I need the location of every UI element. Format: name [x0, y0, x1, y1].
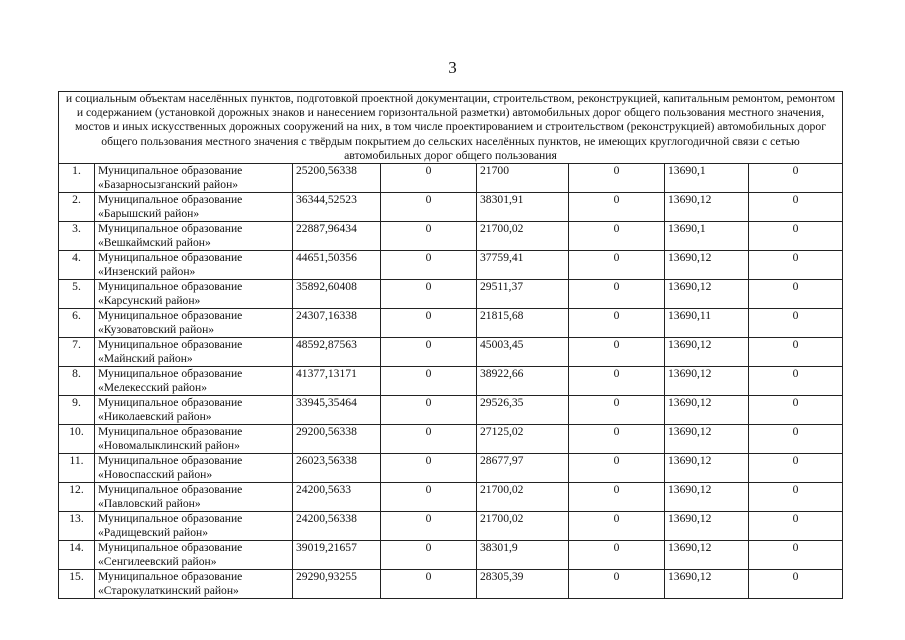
- value-cell-1: [293, 338, 381, 367]
- value-cell-3-text: 37759,41: [480, 251, 524, 265]
- value-cell-2-text: 0: [425, 512, 432, 526]
- municipality-cell-text: Муниципальное образование: [98, 512, 243, 526]
- value-cell-5: [665, 280, 749, 309]
- value-cell-4: [569, 512, 665, 541]
- municipality-cell: [95, 541, 293, 570]
- section-description: и социальным объектам населённых пунктов, подготовкой проектной документации, строительством, реконструкцией, капитальным ремонтом, ремонтом и содержанием (установкой дорожных знаков и нанесением горизонтальной разметки) автомобильных дорог общего пользования местного значения, мостов и иных искусственных дорожных сооружений на них, в том числе проектированием и строительством (реконструкцией) автомобильных дорог общего пользования местного значения с твёрдым покрытием до сельских населённых пунктов, не имеющих круглогодичной связи с сетью автомобильных дорог общего пользования: [59, 92, 843, 164]
- municipality-cell-text: Муниципальное образование: [98, 570, 243, 584]
- value-cell-6-text: 0: [792, 512, 799, 526]
- value-cell-2: [381, 541, 477, 570]
- value-cell-5-text: 13690,11: [668, 309, 712, 323]
- value-cell-3: [477, 512, 569, 541]
- value-cell-1-text: 24307,16338: [296, 309, 357, 323]
- value-cell-4-text: 0: [613, 454, 620, 468]
- municipality-cell-text: «Кузоватовский район»: [98, 322, 215, 336]
- municipality-cell-text: «Старокулаткинский район»: [98, 583, 239, 597]
- municipality-cell-text: «Сенгилеевский район»: [98, 554, 217, 568]
- value-cell-4: [569, 454, 665, 483]
- value-cell-1-text: 41377,13171: [296, 367, 357, 381]
- value-cell-6-text: 0: [792, 251, 799, 265]
- value-cell-4-text: 0: [613, 541, 620, 555]
- value-cell-3-text: 21700,02: [480, 483, 524, 497]
- value-cell-3: [477, 193, 569, 222]
- municipality-cell: [95, 338, 293, 367]
- value-cell-2-text: 0: [425, 396, 432, 410]
- row-number-cell: [59, 309, 95, 338]
- municipality-cell-text: Муниципальное образование: [98, 454, 243, 468]
- value-cell-6: [749, 280, 843, 309]
- value-cell-3-text: 28305,39: [480, 570, 524, 584]
- municipality-cell-text: «Мелекесский район»: [98, 380, 207, 394]
- intro-row: [59, 92, 843, 164]
- value-cell-4-text: 0: [613, 483, 620, 497]
- table-row: [59, 367, 843, 396]
- value-cell-6: [749, 570, 843, 599]
- value-cell-4: [569, 570, 665, 599]
- municipality-cell-text: «Барышский район»: [98, 206, 200, 220]
- row-number-cell: [59, 367, 95, 396]
- municipality-cell-text: «Инзенский район»: [98, 264, 196, 278]
- row-number-cell-text: 9.: [72, 396, 81, 410]
- value-cell-4-text: 0: [613, 193, 620, 207]
- value-cell-1: [293, 222, 381, 251]
- table-row: [59, 222, 843, 251]
- value-cell-6-text: 0: [792, 483, 799, 497]
- value-cell-5-text: 13690,12: [668, 512, 712, 526]
- value-cell-2-text: 0: [425, 280, 432, 294]
- value-cell-6-text: 0: [792, 367, 799, 381]
- value-cell-2-text: 0: [425, 309, 432, 323]
- value-cell-6: [749, 425, 843, 454]
- row-number-cell: [59, 164, 95, 193]
- table-row: [59, 483, 843, 512]
- value-cell-5: [665, 309, 749, 338]
- value-cell-1: [293, 396, 381, 425]
- value-cell-1-text: 24200,5633: [296, 483, 352, 497]
- value-cell-4: [569, 251, 665, 280]
- value-cell-4: [569, 338, 665, 367]
- municipality-cell-text: Муниципальное образование: [98, 541, 243, 555]
- value-cell-5-text: 13690,12: [668, 483, 712, 497]
- value-cell-4-text: 0: [613, 425, 620, 439]
- row-number-cell-text: 5.: [72, 280, 81, 294]
- value-cell-2: [381, 222, 477, 251]
- value-cell-6: [749, 512, 843, 541]
- value-cell-4-text: 0: [613, 251, 620, 265]
- value-cell-5: [665, 222, 749, 251]
- row-number-cell-text: 7.: [72, 338, 81, 352]
- value-cell-1: [293, 512, 381, 541]
- row-number-cell: [59, 396, 95, 425]
- row-number-cell: [59, 280, 95, 309]
- value-cell-3-text: 21815,68: [480, 309, 524, 323]
- table-row: [59, 454, 843, 483]
- value-cell-2-text: 0: [425, 454, 432, 468]
- municipality-cell: [95, 454, 293, 483]
- value-cell-4: [569, 280, 665, 309]
- value-cell-3: [477, 164, 569, 193]
- municipality-cell: [95, 367, 293, 396]
- row-number-cell: [59, 193, 95, 222]
- row-number-cell-text: 6.: [72, 309, 81, 323]
- value-cell-2-text: 0: [425, 338, 432, 352]
- value-cell-1: [293, 483, 381, 512]
- value-cell-1: [293, 454, 381, 483]
- value-cell-1-text: 25200,56338: [296, 164, 357, 178]
- value-cell-5: [665, 425, 749, 454]
- row-number-cell-text: 15.: [69, 570, 84, 584]
- table-row: [59, 164, 843, 193]
- value-cell-2: [381, 367, 477, 396]
- value-cell-1-text: 29200,56338: [296, 425, 357, 439]
- value-cell-4-text: 0: [613, 222, 620, 236]
- municipality-cell-text: «Павловский район»: [98, 496, 201, 510]
- municipality-cell: [95, 164, 293, 193]
- value-cell-5: [665, 512, 749, 541]
- value-cell-6: [749, 193, 843, 222]
- value-cell-3: [477, 309, 569, 338]
- value-cell-5-text: 13690,12: [668, 193, 712, 207]
- value-cell-6-text: 0: [792, 396, 799, 410]
- value-cell-4: [569, 309, 665, 338]
- value-cell-3: [477, 251, 569, 280]
- value-cell-5-text: 13690,12: [668, 396, 712, 410]
- municipality-cell-text: «Новоспасский район»: [98, 467, 213, 481]
- value-cell-1: [293, 251, 381, 280]
- municipality-cell: [95, 425, 293, 454]
- row-number-cell-text: 8.: [72, 367, 81, 381]
- page-number: 3: [448, 58, 457, 77]
- table-row: [59, 338, 843, 367]
- value-cell-5: [665, 454, 749, 483]
- table-row: [59, 251, 843, 280]
- value-cell-6-text: 0: [792, 570, 799, 584]
- value-cell-2: [381, 396, 477, 425]
- value-cell-2-text: 0: [425, 570, 432, 584]
- value-cell-5: [665, 251, 749, 280]
- value-cell-4-text: 0: [613, 164, 620, 178]
- municipality-cell-text: «Базарносызганский район»: [98, 177, 239, 191]
- value-cell-6-text: 0: [792, 309, 799, 323]
- value-cell-1-text: 22887,96434: [296, 222, 357, 236]
- value-cell-2-text: 0: [425, 222, 432, 236]
- value-cell-6: [749, 251, 843, 280]
- table-row: [59, 512, 843, 541]
- value-cell-4-text: 0: [613, 338, 620, 352]
- value-cell-5-text: 13690,12: [668, 570, 712, 584]
- row-number-cell-text: 14.: [69, 541, 84, 555]
- municipality-cell-text: Муниципальное образование: [98, 193, 243, 207]
- value-cell-5-text: 13690,12: [668, 338, 712, 352]
- value-cell-5-text: 13690,12: [668, 251, 712, 265]
- municipality-cell: [95, 512, 293, 541]
- value-cell-3: [477, 367, 569, 396]
- value-cell-5: [665, 396, 749, 425]
- value-cell-3-text: 29511,37: [480, 280, 524, 294]
- value-cell-3-text: 38301,9: [480, 541, 518, 555]
- table-row: [59, 570, 843, 599]
- value-cell-3-text: 38301,91: [480, 193, 524, 207]
- row-number-cell-text: 12.: [69, 483, 84, 497]
- value-cell-3: [477, 570, 569, 599]
- table-body: [59, 92, 843, 599]
- value-cell-1-text: 33945,35464: [296, 396, 357, 410]
- value-cell-1: [293, 193, 381, 222]
- table-row: [59, 425, 843, 454]
- municipality-cell: [95, 280, 293, 309]
- value-cell-1: [293, 570, 381, 599]
- value-cell-4-text: 0: [613, 512, 620, 526]
- municipality-cell-text: Муниципальное образование: [98, 425, 243, 439]
- value-cell-1: [293, 425, 381, 454]
- value-cell-2-text: 0: [425, 164, 432, 178]
- value-cell-4-text: 0: [613, 396, 620, 410]
- value-cell-5: [665, 193, 749, 222]
- value-cell-1: [293, 164, 381, 193]
- value-cell-5: [665, 164, 749, 193]
- municipality-cell: [95, 193, 293, 222]
- value-cell-5-text: 13690,12: [668, 541, 712, 555]
- row-number-cell: [59, 454, 95, 483]
- row-number-cell: [59, 338, 95, 367]
- value-cell-2-text: 0: [425, 193, 432, 207]
- row-number-cell-text: 10.: [69, 425, 84, 439]
- value-cell-6-text: 0: [792, 541, 799, 555]
- municipality-cell: [95, 251, 293, 280]
- value-cell-5: [665, 367, 749, 396]
- value-cell-5-text: 13690,1: [668, 164, 706, 178]
- value-cell-6: [749, 454, 843, 483]
- row-number-cell-text: 1.: [72, 164, 81, 178]
- value-cell-5: [665, 570, 749, 599]
- value-cell-4: [569, 222, 665, 251]
- value-cell-4: [569, 483, 665, 512]
- row-number-cell-text: 13.: [69, 512, 84, 526]
- row-number-cell-text: 11.: [69, 454, 84, 468]
- value-cell-2-text: 0: [425, 251, 432, 265]
- value-cell-6: [749, 396, 843, 425]
- row-number-cell-text: 2.: [72, 193, 81, 207]
- value-cell-2: [381, 251, 477, 280]
- value-cell-3: [477, 541, 569, 570]
- value-cell-6: [749, 309, 843, 338]
- municipality-cell: [95, 396, 293, 425]
- value-cell-2: [381, 338, 477, 367]
- value-cell-6-text: 0: [792, 454, 799, 468]
- value-cell-3-text: 29526,35: [480, 396, 524, 410]
- municipality-cell: [95, 309, 293, 338]
- value-cell-3: [477, 483, 569, 512]
- funding-table: [58, 91, 843, 599]
- value-cell-6-text: 0: [792, 164, 799, 178]
- municipality-cell-text: Муниципальное образование: [98, 338, 243, 352]
- value-cell-3: [477, 222, 569, 251]
- table-row: [59, 280, 843, 309]
- municipality-cell-text: «Карсунский район»: [98, 293, 201, 307]
- table-row: [59, 309, 843, 338]
- value-cell-6: [749, 164, 843, 193]
- value-cell-6-text: 0: [792, 280, 799, 294]
- municipality-cell-text: «Новомалыклинский район»: [98, 438, 240, 452]
- value-cell-4-text: 0: [613, 570, 620, 584]
- municipality-cell-text: «Николаевский район»: [98, 409, 212, 423]
- value-cell-1-text: 48592,87563: [296, 338, 357, 352]
- municipality-cell-text: Муниципальное образование: [98, 309, 243, 323]
- value-cell-2: [381, 483, 477, 512]
- value-cell-5: [665, 541, 749, 570]
- row-number-cell-text: 4.: [72, 251, 81, 265]
- municipality-cell-text: Муниципальное образование: [98, 164, 243, 178]
- value-cell-4: [569, 396, 665, 425]
- value-cell-3-text: 28677,97: [480, 454, 524, 468]
- value-cell-3: [477, 396, 569, 425]
- value-cell-2-text: 0: [425, 541, 432, 555]
- value-cell-3-text: 27125,02: [480, 425, 524, 439]
- municipality-cell-text: Муниципальное образование: [98, 222, 243, 236]
- value-cell-2: [381, 164, 477, 193]
- municipality-cell-text: «Вешкаймский район»: [98, 235, 211, 249]
- value-cell-2: [381, 570, 477, 599]
- value-cell-4-text: 0: [613, 367, 620, 381]
- table-row: [59, 193, 843, 222]
- value-cell-3-text: 45003,45: [480, 338, 524, 352]
- value-cell-2-text: 0: [425, 367, 432, 381]
- value-cell-6: [749, 222, 843, 251]
- value-cell-3-text: 38922,66: [480, 367, 524, 381]
- table-row: [59, 541, 843, 570]
- value-cell-2: [381, 512, 477, 541]
- value-cell-6-text: 0: [792, 193, 799, 207]
- value-cell-4: [569, 164, 665, 193]
- value-cell-1: [293, 367, 381, 396]
- municipality-cell-text: «Майнский район»: [98, 351, 193, 365]
- value-cell-1-text: 24200,56338: [296, 512, 357, 526]
- value-cell-6: [749, 338, 843, 367]
- value-cell-4: [569, 541, 665, 570]
- value-cell-5: [665, 483, 749, 512]
- value-cell-1: [293, 280, 381, 309]
- value-cell-2: [381, 193, 477, 222]
- value-cell-1-text: 39019,21657: [296, 541, 357, 555]
- value-cell-4: [569, 425, 665, 454]
- municipality-cell-text: Муниципальное образование: [98, 483, 243, 497]
- value-cell-2: [381, 280, 477, 309]
- value-cell-5-text: 13690,12: [668, 367, 712, 381]
- value-cell-3: [477, 425, 569, 454]
- row-number-cell: [59, 222, 95, 251]
- value-cell-2: [381, 454, 477, 483]
- value-cell-5-text: 13690,12: [668, 425, 712, 439]
- value-cell-1-text: 35892,60408: [296, 280, 357, 294]
- value-cell-3-text: 21700,02: [480, 222, 524, 236]
- municipality-cell: [95, 483, 293, 512]
- value-cell-4-text: 0: [613, 309, 620, 323]
- row-number-cell: [59, 483, 95, 512]
- value-cell-5-text: 13690,12: [668, 280, 712, 294]
- value-cell-3: [477, 280, 569, 309]
- value-cell-6: [749, 541, 843, 570]
- value-cell-6-text: 0: [792, 425, 799, 439]
- value-cell-2-text: 0: [425, 483, 432, 497]
- value-cell-1-text: 29290,93255: [296, 570, 357, 584]
- value-cell-4-text: 0: [613, 280, 620, 294]
- row-number-cell: [59, 251, 95, 280]
- value-cell-6: [749, 483, 843, 512]
- value-cell-2: [381, 309, 477, 338]
- row-number-cell: [59, 541, 95, 570]
- municipality-cell-text: Муниципальное образование: [98, 251, 243, 265]
- value-cell-4: [569, 367, 665, 396]
- value-cell-6: [749, 367, 843, 396]
- municipality-cell-text: Муниципальное образование: [98, 396, 243, 410]
- value-cell-5: [665, 338, 749, 367]
- row-number-cell: [59, 425, 95, 454]
- value-cell-6-text: 0: [792, 222, 799, 236]
- value-cell-1-text: 26023,56338: [296, 454, 357, 468]
- value-cell-6-text: 0: [792, 338, 799, 352]
- value-cell-1-text: 44651,50356: [296, 251, 357, 265]
- municipality-cell-text: Муниципальное образование: [98, 367, 243, 381]
- row-number-cell: [59, 570, 95, 599]
- row-number-cell-text: 3.: [72, 222, 81, 236]
- value-cell-3-text: 21700: [480, 164, 509, 178]
- value-cell-3: [477, 454, 569, 483]
- municipality-cell-text: Муниципальное образование: [98, 280, 243, 294]
- table-row: [59, 396, 843, 425]
- municipality-cell: [95, 570, 293, 599]
- value-cell-2: [381, 425, 477, 454]
- municipality-cell: [95, 222, 293, 251]
- value-cell-2-text: 0: [425, 425, 432, 439]
- value-cell-4: [569, 193, 665, 222]
- municipality-cell-text: «Радищевский район»: [98, 525, 209, 539]
- value-cell-1: [293, 541, 381, 570]
- value-cell-3: [477, 338, 569, 367]
- value-cell-1-text: 36344,52523: [296, 193, 357, 207]
- value-cell-5-text: 13690,12: [668, 454, 712, 468]
- value-cell-5-text: 13690,1: [668, 222, 706, 236]
- row-number-cell: [59, 512, 95, 541]
- value-cell-1: [293, 309, 381, 338]
- value-cell-3-text: 21700,02: [480, 512, 524, 526]
